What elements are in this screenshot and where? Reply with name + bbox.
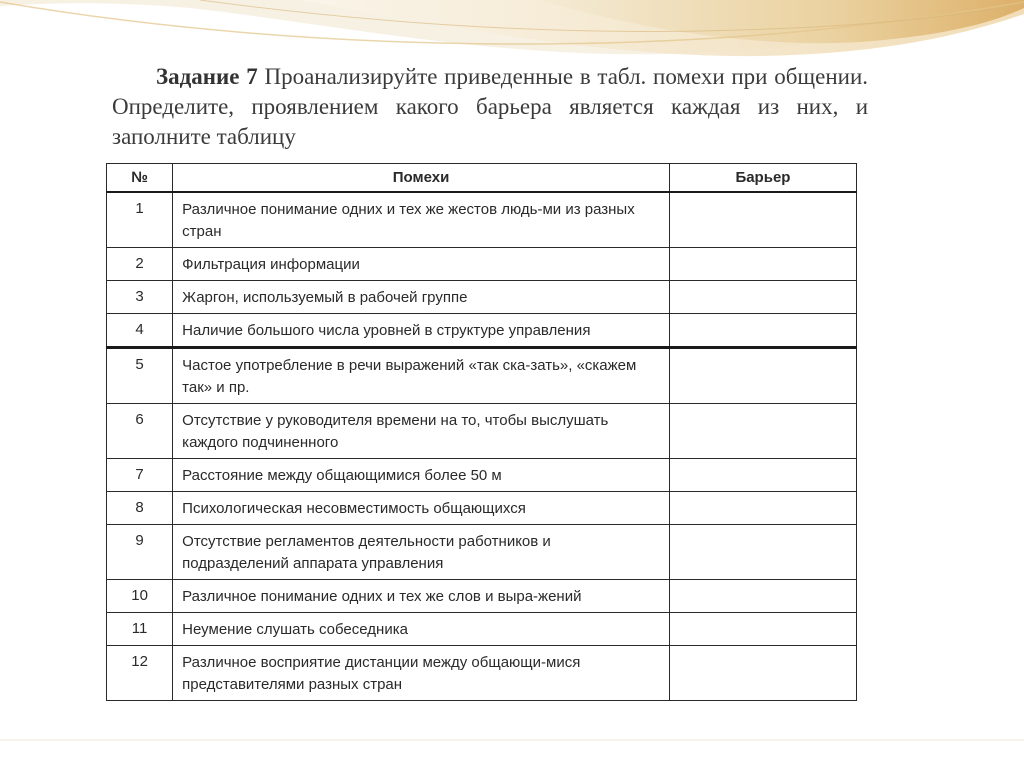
row-hindrance: Отсутствие регламентов деятельности работников и подразделений аппарата управления [173, 525, 670, 580]
table-row [107, 404, 857, 459]
row-hindrance: Различное восприятие дистанции между общающи-мися представителями разных стран [173, 646, 670, 701]
row-hindrance: Отсутствие у руководителя времени на то, чтобы выслушать каждого подчиненного [173, 404, 670, 459]
row-number: 6 [107, 404, 173, 459]
task-title: Задание 7 [156, 64, 258, 89]
table-row [107, 348, 857, 404]
row-hindrance: Частое употребление в речи выражений «так ска-зать», «скажем так» и пр. [173, 348, 670, 404]
row-barrier-cell[interactable] [669, 613, 856, 646]
table-row [107, 459, 857, 492]
table-row [107, 580, 857, 613]
header-hindrances: Помехи [173, 164, 670, 193]
row-hindrance: Наличие большого числа уровней в структуре управления [173, 314, 670, 348]
row-barrier-cell[interactable] [669, 580, 856, 613]
row-barrier-cell[interactable] [669, 192, 856, 248]
row-barrier-cell[interactable] [669, 525, 856, 580]
row-number: 5 [107, 348, 173, 404]
task-statement [112, 62, 868, 152]
row-barrier-cell[interactable] [669, 248, 856, 281]
row-barrier-cell[interactable] [669, 348, 856, 404]
row-hindrance: Жаргон, используемый в рабочей группе [173, 281, 670, 314]
row-hindrance: Различное понимание одних и тех же слов и выра-жений [173, 580, 670, 613]
table-header-row [107, 164, 857, 193]
row-number: 3 [107, 281, 173, 314]
row-barrier-cell[interactable] [669, 314, 856, 348]
row-number: 10 [107, 580, 173, 613]
row-barrier-cell[interactable] [669, 404, 856, 459]
row-hindrance: Фильтрация информации [173, 248, 670, 281]
row-hindrance: Неумение слушать собеседника [173, 613, 670, 646]
row-barrier-cell[interactable] [669, 646, 856, 701]
row-number: 9 [107, 525, 173, 580]
header-number: № [107, 164, 173, 193]
table-row [107, 192, 857, 248]
table-row [107, 525, 857, 580]
row-barrier-cell[interactable] [669, 492, 856, 525]
row-number: 1 [107, 192, 173, 248]
table-row [107, 492, 857, 525]
row-number: 8 [107, 492, 173, 525]
header-barrier: Барьер [669, 164, 856, 193]
row-number: 12 [107, 646, 173, 701]
row-number: 7 [107, 459, 173, 492]
row-barrier-cell[interactable] [669, 281, 856, 314]
table-row [107, 613, 857, 646]
table-row [107, 248, 857, 281]
row-number: 2 [107, 248, 173, 281]
row-number: 4 [107, 314, 173, 348]
hindrances-table [106, 163, 857, 701]
row-hindrance: Расстояние между общающимися более 50 м [173, 459, 670, 492]
row-number: 11 [107, 613, 173, 646]
table-row [107, 281, 857, 314]
row-hindrance: Различное понимание одних и тех же жестов людь-ми из разных стран [173, 192, 670, 248]
row-hindrance: Психологическая несовместимость общающихся [173, 492, 670, 525]
table-row [107, 646, 857, 701]
table-row [107, 314, 857, 348]
row-barrier-cell[interactable] [669, 459, 856, 492]
task-instruction: Проанализируйте приведенные в табл. помехи при общении. Определите, проявлением какого барьера является каждая из них, и заполните таблицу [112, 64, 869, 149]
